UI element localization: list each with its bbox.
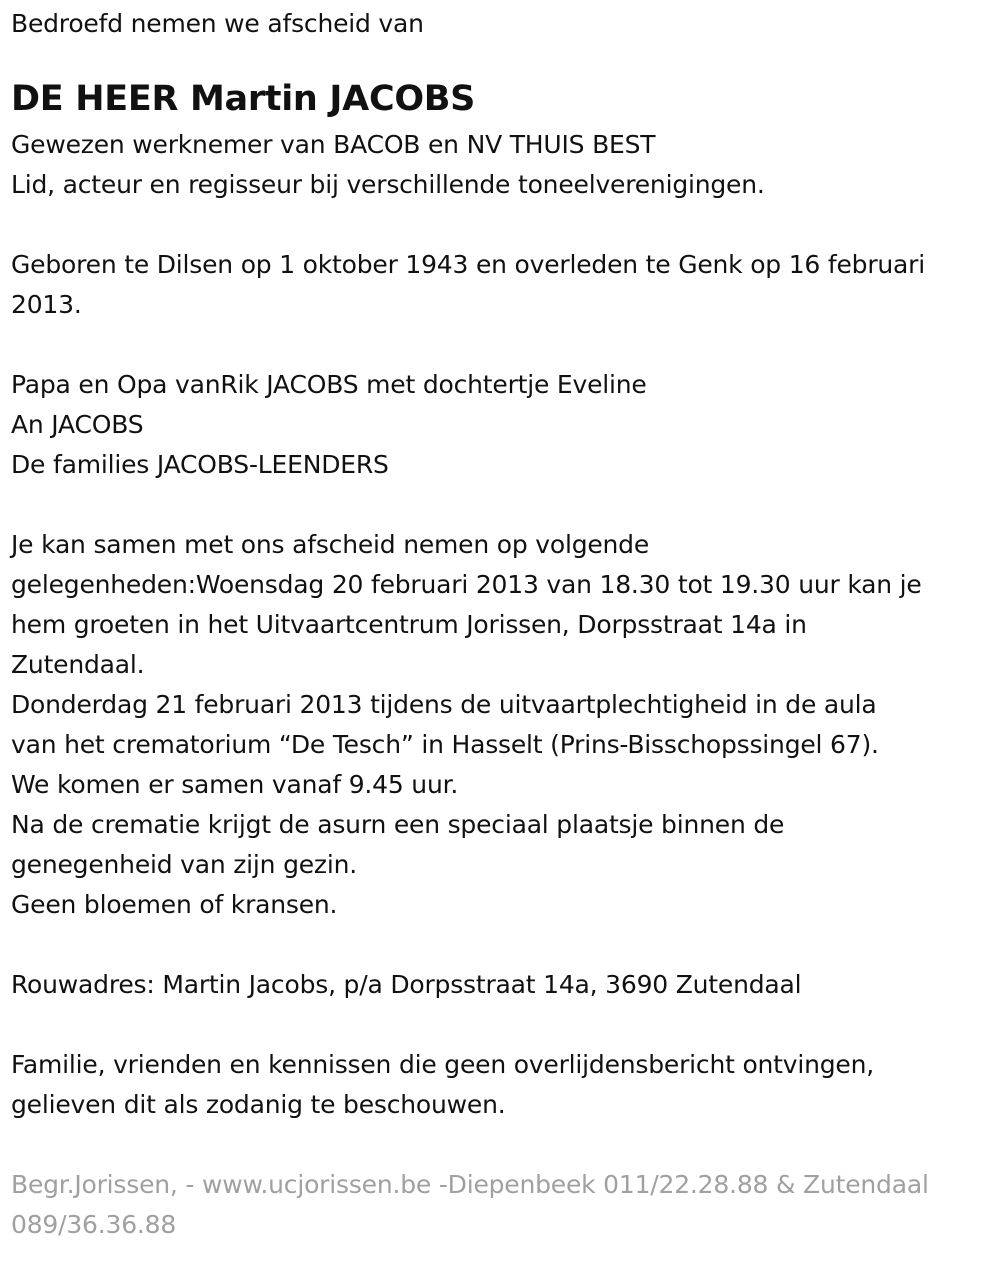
spacer: [11, 1125, 990, 1165]
role-line: Lid, acteur en regisseur bij verschillende toneelverenigingen.: [11, 170, 765, 199]
role-line: Gewezen werknemer van BACOB en NV THUIS BEST: [11, 130, 656, 159]
ceremony-line: Je kan samen met ons afscheid nemen op volgende: [11, 530, 650, 559]
funeral-home-footer: 089/36.36.88: [11, 1210, 177, 1239]
family-line: An JACOBS: [11, 410, 144, 439]
notice-line: gelieven dit als zodanig te beschouwen.: [11, 1090, 506, 1119]
spacer: [11, 205, 990, 245]
spacer: [11, 325, 990, 365]
notice-section: [11, 1045, 990, 1125]
footer-section: [11, 1165, 990, 1245]
ceremony-line: Donderdag 21 februari 2013 tijdens de uitvaartplechtigheid in de aula: [11, 690, 877, 719]
deceased-name: DE HEER Martin JACOBS: [11, 79, 476, 119]
ceremony-line: hem groeten in het Uitvaartcentrum Jorissen, Dorpsstraat 14a in: [11, 610, 807, 639]
ceremony-section: [11, 525, 990, 925]
ceremony-line: gelegenheden:Woensdag 20 februari 2013 van 18.30 tot 19.30 uur kan je: [11, 570, 922, 599]
family-line: Papa en Opa vanRik JACOBS met dochtertje Eveline: [11, 370, 647, 399]
mourning-address: Rouwadres: Martin Jacobs, p/a Dorpsstraat 14a, 3690 Zutendaal: [11, 970, 802, 999]
notice-line: Familie, vrienden en kennissen die geen overlijdensbericht ontvingen,: [11, 1050, 875, 1079]
ceremony-line: van het crematorium “De Tesch” in Hasselt (Prins-Bisschopssingel 67).: [11, 730, 879, 759]
spacer: [11, 1005, 990, 1045]
spacer: [11, 925, 990, 965]
ceremony-line: Geen bloemen of kransen.: [11, 890, 338, 919]
intro-text: Bedroefd nemen we afscheid van: [11, 9, 424, 38]
birth-line: Geboren te Dilsen op 1 oktober 1943 en overleden te Genk op 16 februari: [11, 250, 925, 279]
ceremony-line: Zutendaal.: [11, 650, 145, 679]
family-line: De families JACOBS-LEENDERS: [11, 450, 389, 479]
ceremony-line: Na de crematie krijgt de asurn een speciaal plaatsje binnen de: [11, 810, 785, 839]
ceremony-line: We komen er samen vanaf 9.45 uur.: [11, 770, 459, 799]
roles-section: [11, 125, 990, 205]
birth-section: [11, 245, 990, 325]
birth-line: 2013.: [11, 290, 82, 319]
family-section: [11, 365, 990, 485]
funeral-home-footer: Begr.Jorissen, - www.ucjorissen.be -Diepenbeek 011/22.28.88 & Zutendaal: [11, 1170, 929, 1199]
ceremony-line: genegenheid van zijn gezin.: [11, 850, 357, 879]
spacer: [11, 485, 990, 525]
